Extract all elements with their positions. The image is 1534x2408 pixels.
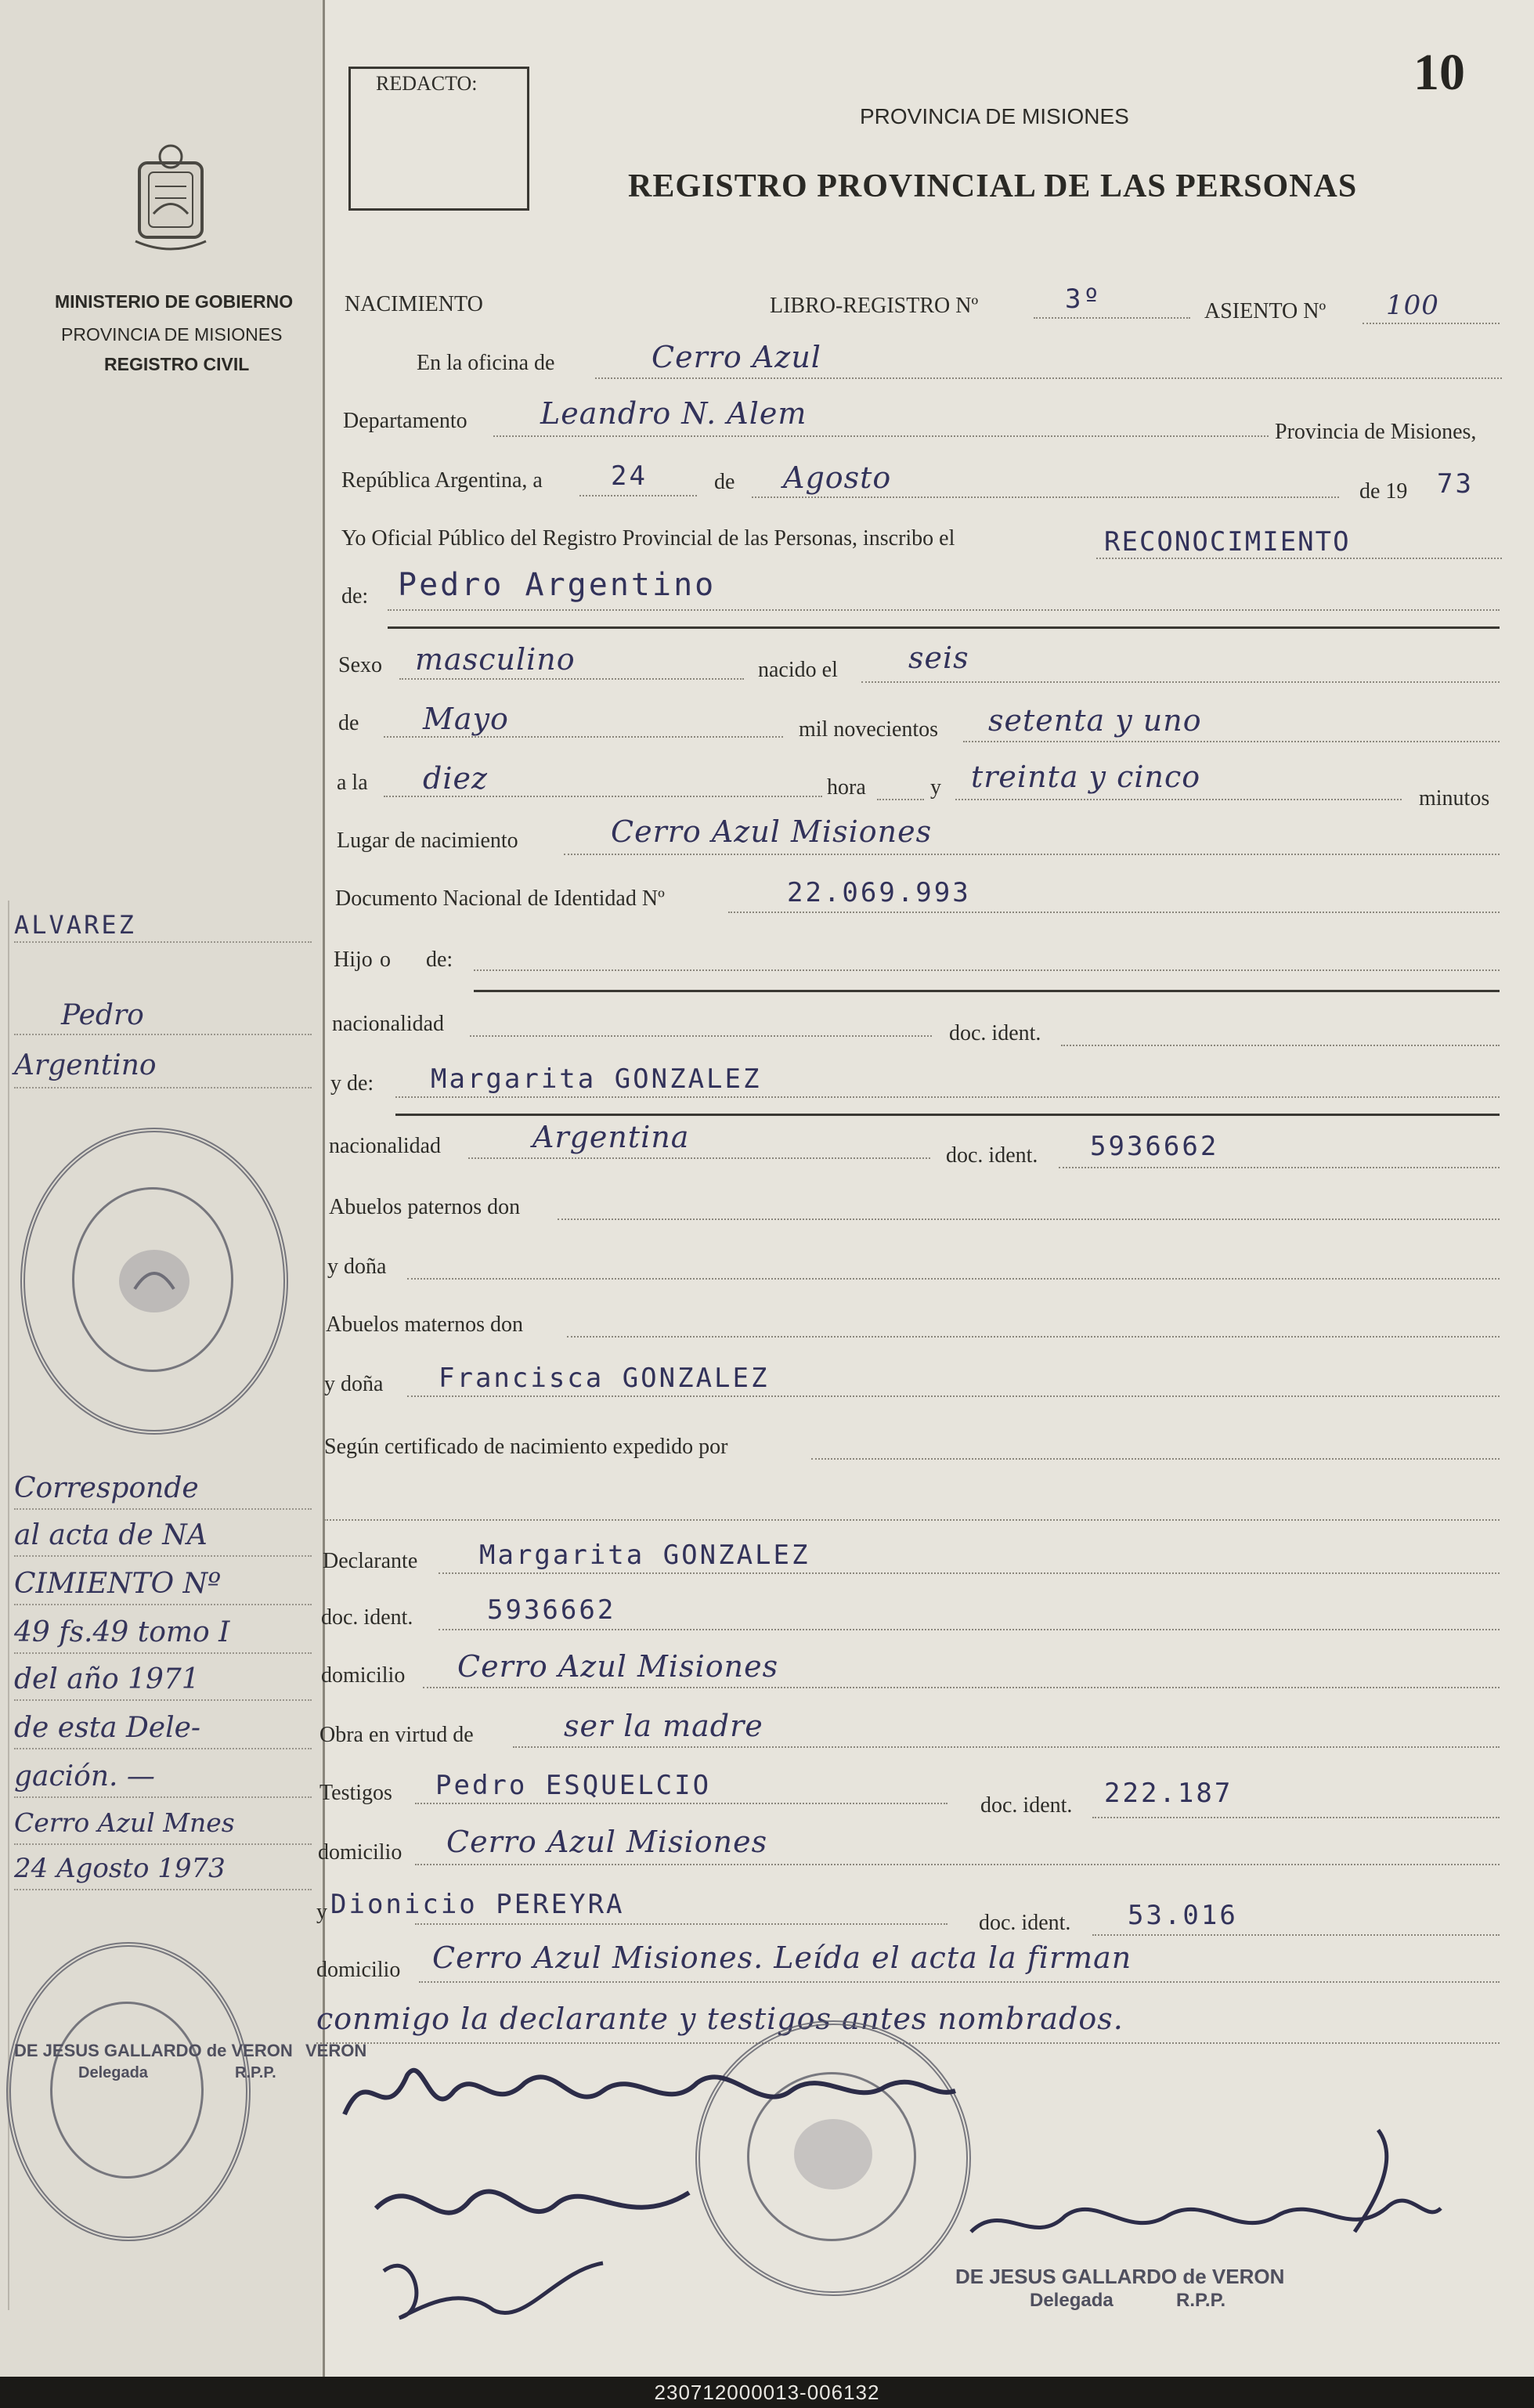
certificado-label: Según certificado de nacimiento expedido por xyxy=(324,1435,728,1459)
declarante-label: Declarante xyxy=(323,1549,418,1573)
doc-decl-value: 5936662 xyxy=(487,1594,616,1626)
mother-nationality-value: Argentina xyxy=(532,1120,690,1154)
de2-label: de xyxy=(338,711,359,735)
official-stamp-line2: Delegada xyxy=(1030,2290,1114,2311)
left-veron-text: VERON xyxy=(305,2041,367,2060)
doc-ident2-label: doc. ident. xyxy=(946,1143,1038,1168)
ala-label: a la xyxy=(337,771,368,795)
dni-value: 22.069.993 xyxy=(787,877,971,908)
margin-name-1: Pedro xyxy=(61,999,144,1031)
nacionalidad-label: nacionalidad xyxy=(332,1012,445,1036)
nacido-value: seis xyxy=(908,641,969,675)
page-number: 10 xyxy=(1413,44,1465,101)
y-label: y xyxy=(930,775,941,800)
margin-surname: ALVAREZ xyxy=(14,910,136,940)
ydona2-label: y doña xyxy=(324,1372,384,1396)
lugar-value: Cerro Azul Misiones xyxy=(611,814,933,849)
oficina-value: Cerro Azul xyxy=(651,340,821,374)
year-value: 73 xyxy=(1437,468,1474,500)
dni-label: Documento Nacional de Identidad Nº xyxy=(335,886,665,911)
doc-test1-label: doc. ident. xyxy=(980,1793,1073,1818)
birth-year-value: setenta y uno xyxy=(988,703,1202,738)
sexo-label: Sexo xyxy=(338,653,382,677)
margin-name-2: Argentino xyxy=(14,1049,157,1081)
record-type-label: NACIMIENTO xyxy=(345,292,483,316)
coat-of-arms-icon xyxy=(124,139,218,265)
de-colon-label: de: xyxy=(341,584,369,608)
sexo-value: masculino xyxy=(415,642,576,677)
hijo-de-label: de: xyxy=(426,948,453,972)
domicilio3-label: domicilio xyxy=(316,1958,401,1982)
domicilio-value: Cerro Azul Misiones xyxy=(457,1649,779,1684)
hijo-label: Hijo xyxy=(334,948,373,972)
year-prefix: de 19 xyxy=(1359,479,1408,504)
doc-test1-value: 222.187 xyxy=(1104,1778,1233,1809)
ydona1-label: y doña xyxy=(327,1255,387,1279)
asiento-label: ASIENTO Nº xyxy=(1204,299,1326,323)
margin-note-line-5: del año 1971 xyxy=(14,1663,200,1695)
yde-label: y de: xyxy=(330,1071,374,1096)
hora-label: hora xyxy=(827,775,866,800)
official-stamp-line1: DE JESUS GALLARDO de VERON xyxy=(955,2265,1285,2288)
hijo-o: o xyxy=(380,948,391,972)
oficial-text: Yo Oficial Público del Registro Provincial de las Personas, inscribo el xyxy=(341,526,955,551)
witness2-value: Dionicio PEREYRA xyxy=(330,1889,625,1920)
domicilio-label: domicilio xyxy=(321,1663,406,1688)
acto-value: RECONOCIMIENTO xyxy=(1104,526,1351,558)
doc-ident-label: doc. ident. xyxy=(949,1021,1041,1045)
margin-note-line-1: Corresponde xyxy=(14,1472,199,1504)
departamento-label: Departamento xyxy=(343,409,467,433)
margin-note-line-2: al acta de NA xyxy=(14,1519,208,1551)
margin-note-line-8: Cerro Azul Mnes xyxy=(14,1807,235,1838)
day-value: 24 xyxy=(611,460,648,492)
domicilio2-label: domicilio xyxy=(318,1840,402,1865)
page-title: REGISTRO PROVINCIAL DE LAS PERSONAS xyxy=(628,168,1358,204)
libro-label: LIBRO-REGISTRO Nº xyxy=(770,294,979,318)
asiento-value: 100 xyxy=(1386,290,1439,321)
margin-note-line-3: CIMIENTO Nº xyxy=(14,1568,222,1600)
official-seal-left-upper xyxy=(20,1128,288,1435)
officer-signature xyxy=(963,2114,1449,2263)
birth-month-value: Mayo xyxy=(423,702,509,736)
minutos-label: minutos xyxy=(1419,786,1490,810)
mil-label: mil novecientos xyxy=(799,717,939,742)
ministry-line-3: REGISTRO CIVIL xyxy=(104,354,250,374)
departamento-value: Leandro N. Alem xyxy=(540,396,807,431)
domicilio2-value: Cerro Azul Misiones xyxy=(446,1825,768,1859)
declarant-signature xyxy=(337,2044,963,2138)
republica-label: República Argentina, a xyxy=(341,468,543,493)
testigos-label: Testigos xyxy=(319,1781,392,1805)
witness-signature-1 xyxy=(368,2161,697,2247)
province-heading: PROVINCIA DE MISIONES xyxy=(860,104,1129,128)
libro-value: 3º xyxy=(1065,283,1102,315)
redacto-label: REDACTO: xyxy=(376,72,478,95)
obra-value: ser la madre xyxy=(564,1709,763,1743)
doc-decl-label: doc. ident. xyxy=(321,1605,413,1630)
margin-note-line-7: gación. — xyxy=(14,1760,155,1792)
doc-test2-label: doc. ident. xyxy=(979,1911,1071,1935)
margin-note-line-9: 24 Agosto 1973 xyxy=(14,1853,226,1884)
mother-doc-value: 5936662 xyxy=(1090,1131,1219,1162)
de-label: de xyxy=(714,470,735,494)
closing-text: conmigo la declarante y testigos antes nombrados. xyxy=(316,2002,1124,2036)
obra-label: Obra en virtud de xyxy=(319,1723,474,1747)
nacionalidad2-label: nacionalidad xyxy=(329,1134,442,1158)
maternal-grandmother-value: Francisca GONZALEZ xyxy=(439,1363,770,1394)
domicilio3-value: Cerro Azul Misiones. Leída el acta la firman xyxy=(432,1940,1132,1975)
official-stamp-line3: R.P.P. xyxy=(1176,2290,1226,2311)
margin-note-line-4: 49 fs.49 tomo I xyxy=(14,1616,230,1648)
left-official-stamp-line2: Delegada xyxy=(78,2064,148,2081)
left-official-stamp-line1: DE JESUS GALLARDO de VERON xyxy=(14,2041,293,2060)
witness1-value: Pedro ESQUELCIO xyxy=(435,1770,712,1801)
month-value: Agosto xyxy=(783,460,892,495)
left-official-stamp-line3: R.P.P. xyxy=(235,2064,276,2081)
oficina-label: En la oficina de xyxy=(417,351,555,375)
child-name-value: Pedro Argentino xyxy=(398,567,716,603)
nacido-label: nacido el xyxy=(758,658,838,682)
official-seal-left-lower xyxy=(6,1942,251,2241)
mother-value: Margarita GONZALEZ xyxy=(431,1063,762,1095)
ministry-line-2: PROVINCIA DE MISIONES xyxy=(61,324,283,345)
abuelos-maternos-label: Abuelos maternos don xyxy=(326,1312,523,1337)
margin-note-line-6: de esta Dele- xyxy=(14,1712,201,1744)
doc-test2-value: 53.016 xyxy=(1128,1900,1238,1931)
y-witness2-label: y xyxy=(316,1900,327,1924)
lugar-label: Lugar de nacimiento xyxy=(337,829,518,853)
ministry-line-1: MINISTERIO DE GOBIERNO xyxy=(55,291,294,312)
provincia-suffix: Provincia de Misiones, xyxy=(1275,420,1477,444)
declarante-value: Margarita GONZALEZ xyxy=(479,1540,810,1571)
document-id: 230712000013-006132 xyxy=(654,2381,880,2404)
abuelos-paternos-label: Abuelos paternos don xyxy=(329,1195,521,1219)
minutos-value: treinta y cinco xyxy=(971,760,1201,794)
hora-value: diez xyxy=(423,761,488,796)
witness-signature-2 xyxy=(368,2240,619,2341)
